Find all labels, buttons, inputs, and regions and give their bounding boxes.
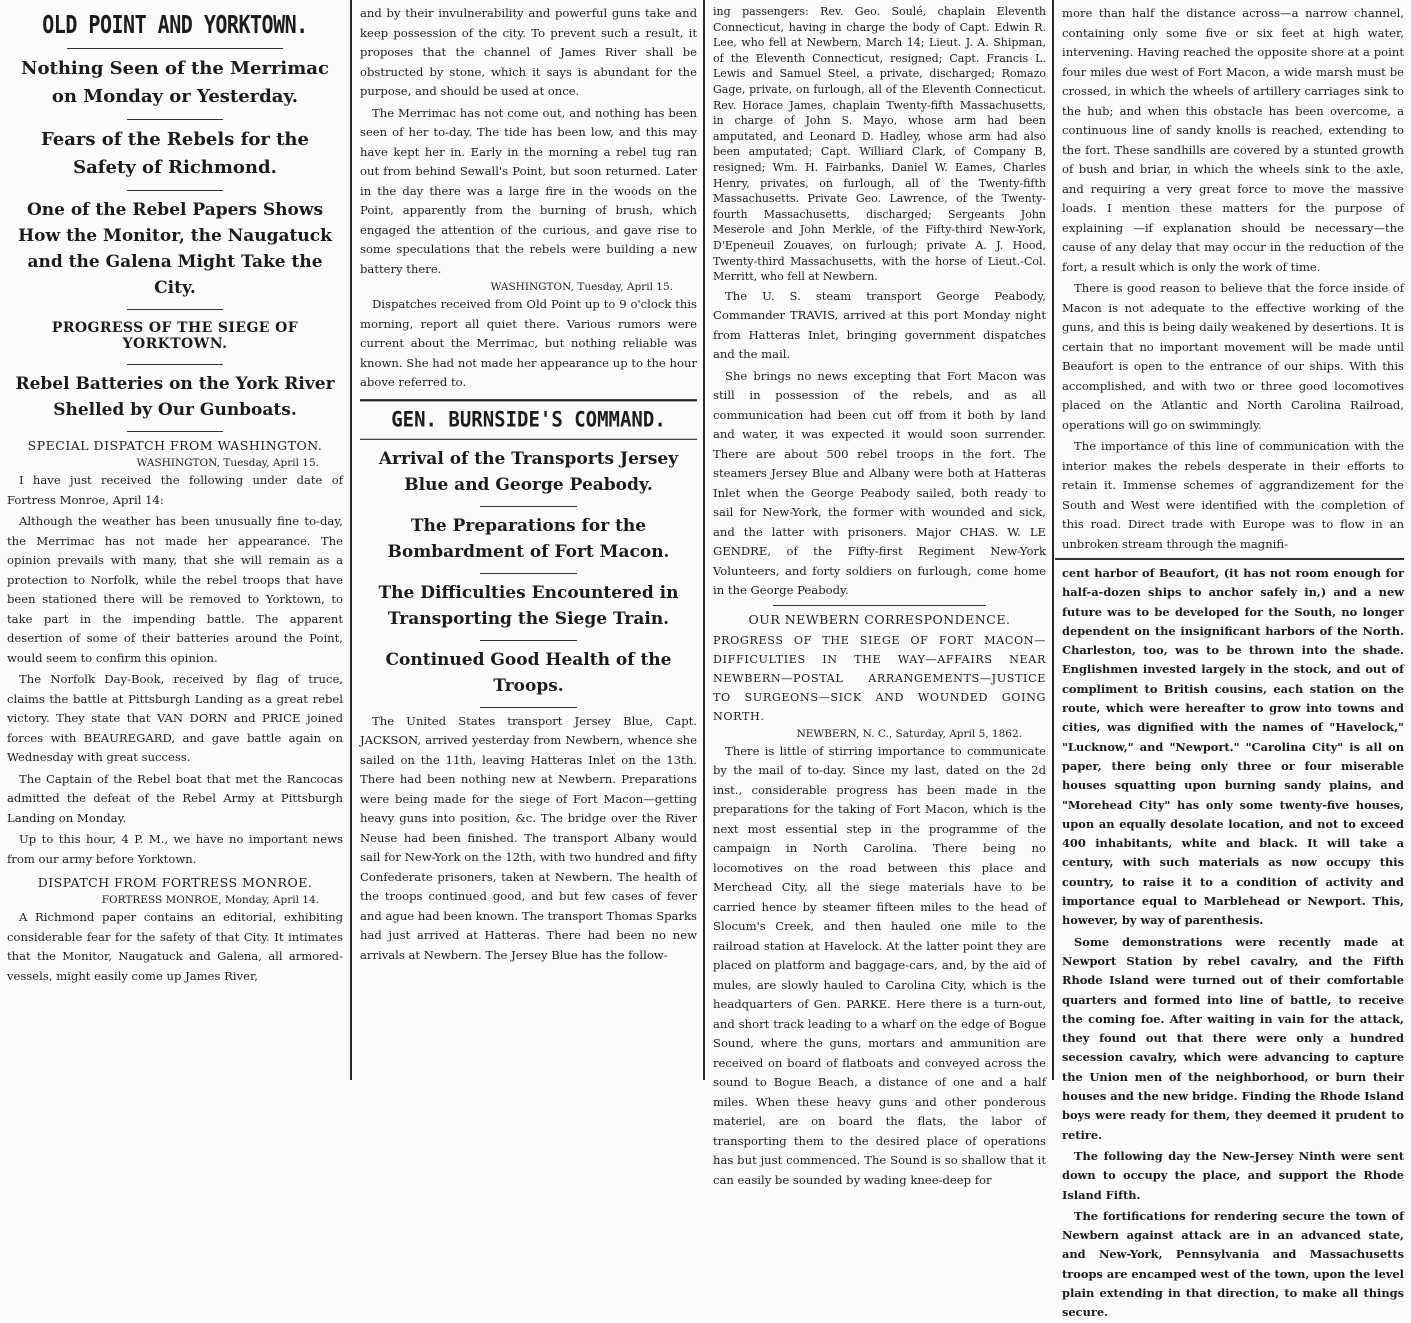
column-rule [350,0,352,1080]
article-paragraph: ing passengers: Rev. Geo. Soulé, chaplain Eleventh Connecticut, having in charge the body of Capt. Edwin R. Lee, who fell at Newbern, March 14; Lieut. J. A. Shipman, of the Eleventh Connecticut, resigned; Capt. Francis L. Lewis and Samuel Steel, a private, discharged; Romazo Gage, private, on furlough, all of the Eleventh Connecticut. Rev. Horace James, chaplain Twenty-fifth Massachusetts, in charge of John S. Mayo, whose arm had been amputated, and Leonard D. Hadley, whose arm had also been amputated; Capt. Williard Clark, of Company B, resigned; Wm. H. Fairbanks, Daniel W. Eames, Charles Henry, privates, on furlough, all of the Twenty-fifth Massachusetts. Private Geo. Lawrence, of the Twenty-fourth Massachusetts, discharged; Sergeants John Meserole and John Merkle, of the Fifty-third New-York, D'Epeneuil Zouaves, on furlough; private A. J. Hood, Twenty-third Massachusetts, with the horse of Lieut.-Col. Merritt, who fell at Newbern. [713,5,1046,284]
article-paragraph: The Norfolk Day-Book, received by flag of truce, claims the battle at Pittsburgh Landing as a great rebel victory. They state that VAN DORN and PRICE joined forces with BEAUREGARD, and gave battle again on Wednesday with great success. [7,672,343,764]
headline: One of the Rebel Papers Shows How the Monitor, the Naugatuck and the Galena Might Take the City. [18,200,332,298]
article-paragraph: The Merrimac has not come out, and nothing has been seen of her to-day. The tide has been low, and this may have kept her in. Early in the morning a rebel tug ran out from behind Sewall's Point, but soon returned. Later in the day there was a large fire in the woods on the Point, apparently from the burning of brush, which engaged the attention of the curious, and gave rise to some speculations that the rebels were building a new battery there. [360,105,697,276]
article-paragraph: The fortifications for rendering secure the town of Newbern against attack are in an advanced state, and New-York, Pennsylvania and Massachusetts troops are encamped west of the town, upon the level plain extending in that direction, to make all things secure. [1062,1208,1404,1320]
section-masthead: GEN. BURNSIDE'S COMMAND. [360,399,697,440]
article-paragraph: The U. S. steam transport George Peabody, Commander TRAVIS, arrived at this port Monday night from Hatteras Inlet, bringing government dispatches and the mail. [713,288,1046,362]
divider [127,190,223,191]
divider [127,431,223,432]
divider [480,707,577,708]
divider [773,605,986,606]
article-paragraph: and by their invulnerability and powerful guns take and keep possession of the city. To prevent such a result, it proposes that the channel of James River shall be obstructed by stone, which it says is abundant for the purpose, and should be used at once. [360,6,697,98]
article-paragraph: A Richmond paper contains an editorial, exhibiting considerable fear for the safety of that City. It intimates that the Monitor, Naugatuck and Galena, all armored-vessels, might easily come up James River, [7,910,343,983]
article-paragraph: There is good reason to believe that the force inside of Macon is not adequate to the effective working of the guns, and this is being daily weakened by desertions. It is certain that no important movement will be made until Beaufort is open to the entrance of our ships. With this accomplished, and with two or three good locomotives placed on the Atlantic and North Carolina Railroad, operations will go on swimmingly. [1062,281,1404,432]
article-paragraph: The Captain of the Rebel boat that met the Rancocas admitted the defeat of the Rebel Army at Pittsburgh Landing on Monday. [7,771,343,825]
column-2 [353,0,704,1080]
article-paragraph: cent harbor of Beaufort, (it has not room enough for half-a-dozen ships to anchor safely in,) and a new future was to be developed for the South, no longer dependent on the insignificant harbors of the North. Charleston, too, was to be thrown into the shade. Englishmen invested largely in the stock, and out of compliment to British cousins, each station on the route, which were hereafter to grow into towns and cities, was dignified with the names of "Havelock," "Lucknow," and "Newport." "Carolina City" is all on paper, there being only three or four miserable houses squatting upon burning sandy plains, and "Morehead City" has only some twenty-five houses, upon an equally desolate location, and not to exceed 400 inhabitants, white and black. It will take a century, with such materials as now occupy this country, to raise it to a condition of activity and importance equal to Marblehead or Newport. This, however, by way of parenthesis. [1062,566,1404,928]
headline: The Difficulties Encountered in Transporting the Siege Train. [378,582,679,629]
dateline: WASHINGTON, Tuesday, April 15. [136,457,319,469]
headline: Arrival of the Transports Jersey Blue and George Peabody. [378,448,679,495]
headline: Fears of the Rebels for the Safety of Richmond. [41,129,309,178]
headline: The Preparations for the Bombardment of Fort Macon. [387,515,670,562]
article-paragraph: The importance of this line of communication with the interior makes the rebels desperate in their efforts to retain it. Immense schemes of aggrandizement for the South and West were identified with the completion of this road. Direct trade with Europe was to flow in an unbroken stream through the magnifi- [1062,439,1404,551]
column-3 [706,0,1053,1187]
dispatch-heading: DISPATCH FROM FORTRESS MONROE. [37,875,313,890]
article-paragraph: There is little of stirring importance to communicate by the mail of to-day. Since my last, dated on the 2d inst., considerable progress has been made in the preparations for the taking of Fort Macon, which is the next most essential step in the programme of the campaign in North Carolina. There being no locomotives on the road between this place and Merchead City, all the siege materials have to be carried hence by steamer fifteen miles to the head of Slocum's Creek, and then hauled one mile to the railroad station at Havelock. At the latter point they are placed on platform and baggage-cars, and, by the aid of mules, are slowly hauled to Carolina City, which is the headquarters of Gen. PARKE. Here there is a turn-out, and short track leading to a wharf on the edge of Bogue Sound, where the guns, mortars and ammunition are received on board of flatboats and conveyed across the sound to Bogue Beach, a distance of one and a half miles. When these heavy guns and other ponderous materiel, are on board the flats, the labor of transporting them to the desired place of operations has but just commenced. The Sound is so shallow that it can easily be sounded by wading knee-deep for [713,743,1046,1187]
dateline: NEWBERN, N. C., Saturday, April 5, 1862. [796,727,1022,740]
article-paragraph: I have just received the following under date of Fortress Monroe, April 14: [7,473,343,507]
divider [480,573,577,574]
article-paragraph: Some demonstrations were recently made at Newport Station by rebel cavalry, and the Fifth Rhode Island were turned out of their comfortable quarters and formed into line of battle, to receive the coming foe. After waiting in vain for the attack, they found out that there were only a hundred secession cavalry, which were advancing to capture the Union men of the neighborhood, or burn their houses and the new bridge. Finding the Rhode Island boys were ready for them, they deemed it prudent to retire. [1062,934,1404,1142]
divider [480,506,577,507]
article-paragraph: She brings no news excepting that Fort Macon was still in possession of the rebels, and as all communication had been cut off from it both by land and water, it was expected it would soon surrender. There are about 500 rebel troops in the fort. The steamers Jersey Blue and Albany were both at Hatteras Inlet when the George Peabody sailed, both ready to sail for New-York, the former with wounded and sick, and the latter with prisoners. Major CHAS. W. LE GENDRE, of the Fifty-first Regiment New-York Volunteers, and forty soldiers on furlough, come home in the George Peabody. [713,368,1046,598]
headline: Continued Good Health of the Troops. [385,649,672,696]
article-paragraph: Dispatches received from Old Point up to 9 o'clock this morning, report all quiet there. Various rumors were current about the Merrimac, but nothing reliable was known. She had not made her appearance up to the hour above referred to. [360,297,697,389]
divider [127,119,223,120]
section-heading: PROGRESS OF THE SIEGE OF YORKTOWN. [51,320,299,352]
divider [480,640,577,641]
correspondence-subheads: PROGRESS OF THE SIEGE OF FORT MACON—DIFFICULTIES IN THE WAY—AFFAIRS NEAR NEWBERN—POSTAL ARRANGEMENTS—JUSTICE TO SURGEONS—SICK AND WOUNDED GOING NORTH. [713,633,1046,723]
dateline: FORTRESS MONROE, Monday, April 14. [101,894,319,906]
article-paragraph: Although the weather has been unusually fine to-day, the Merrimac has not made her appearance. The opinion prevails with many, that she will remain as a protection to Norfolk, while the rebel troops that have been stationed there will be removed to Yorktown, to take part in the impending battle. The apparent desertion of some of their batteries around the Point, would seem to confirm this opinion. [7,514,343,665]
dispatch-heading: SPECIAL DISPATCH FROM WASHINGTON. [27,438,323,453]
article-paragraph: The following day the New-Jersey Ninth were sent down to occupy the place, and support the Rhode Island Fifth. [1062,1148,1404,1202]
article-paragraph: The United States transport Jersey Blue, Capt. JACKSON, arrived yesterday from Newbern, whence she sailed on the 11th, leaving Hatteras Inlet on the 13th. There had been nothing new at Newbern. Preparations were being made for the siege of Fort Macon—getting heavy guns into position, &c. The bridge over the River Neuse had been finished. The transport Albany would sail for New-York on the 12th, with two hundred and fifty Confederate prisoners, taken at Newbern. The health of the troops continued good, and but few cases of fever and ague had been known. The transport Thomas Sparks had just arrived at Hatteras. There had been no new arrivals at Newbern. The Jersey Blue has the follow- [360,713,697,962]
divider [67,48,283,49]
correspondence-heading: OUR NEWBERN CORRESPONDENCE. [748,611,1011,627]
article-paragraph: more than half the distance across—a narrow channel, containing only some five or six feet at high water, intervening. Having reached the opposite shore at a point four miles due west of Fort Macon, a wide marsh must be crossed, in which the wheels of artillery carriages sink to the hub; and when this obstacle has been overcome, a continuous line of sandy knolls is reached, extending to the fort. These sandhills are covered by a stunted growth of bush and briar, in which the wheels sink to the axle, and requiring a very great force to move the massive loads. I mention these matters for the purpose of explaining —if explanation should be necessary—the cause of any delay that may occur in the reduction of the fort, a result which is only the work of time. [1062,6,1404,274]
headline: Nothing Seen of the Merrimac on Monday or Yesterday. [21,58,329,107]
article-paragraph: Up to this hour, 4 P. M., we have no important news from our army before Yorktown. [7,832,343,866]
divider [127,309,223,310]
masthead-title: OLD POINT AND YORKTOWN. [42,9,308,39]
clipping-divider [1055,558,1404,560]
dateline: WASHINGTON, Tuesday, April 15. [490,281,673,293]
column-4 [1055,0,1411,1320]
divider [127,364,223,365]
column-1 [0,0,350,1080]
headline: Rebel Batteries on the York River Shelled by Our Gunboats. [15,374,335,420]
